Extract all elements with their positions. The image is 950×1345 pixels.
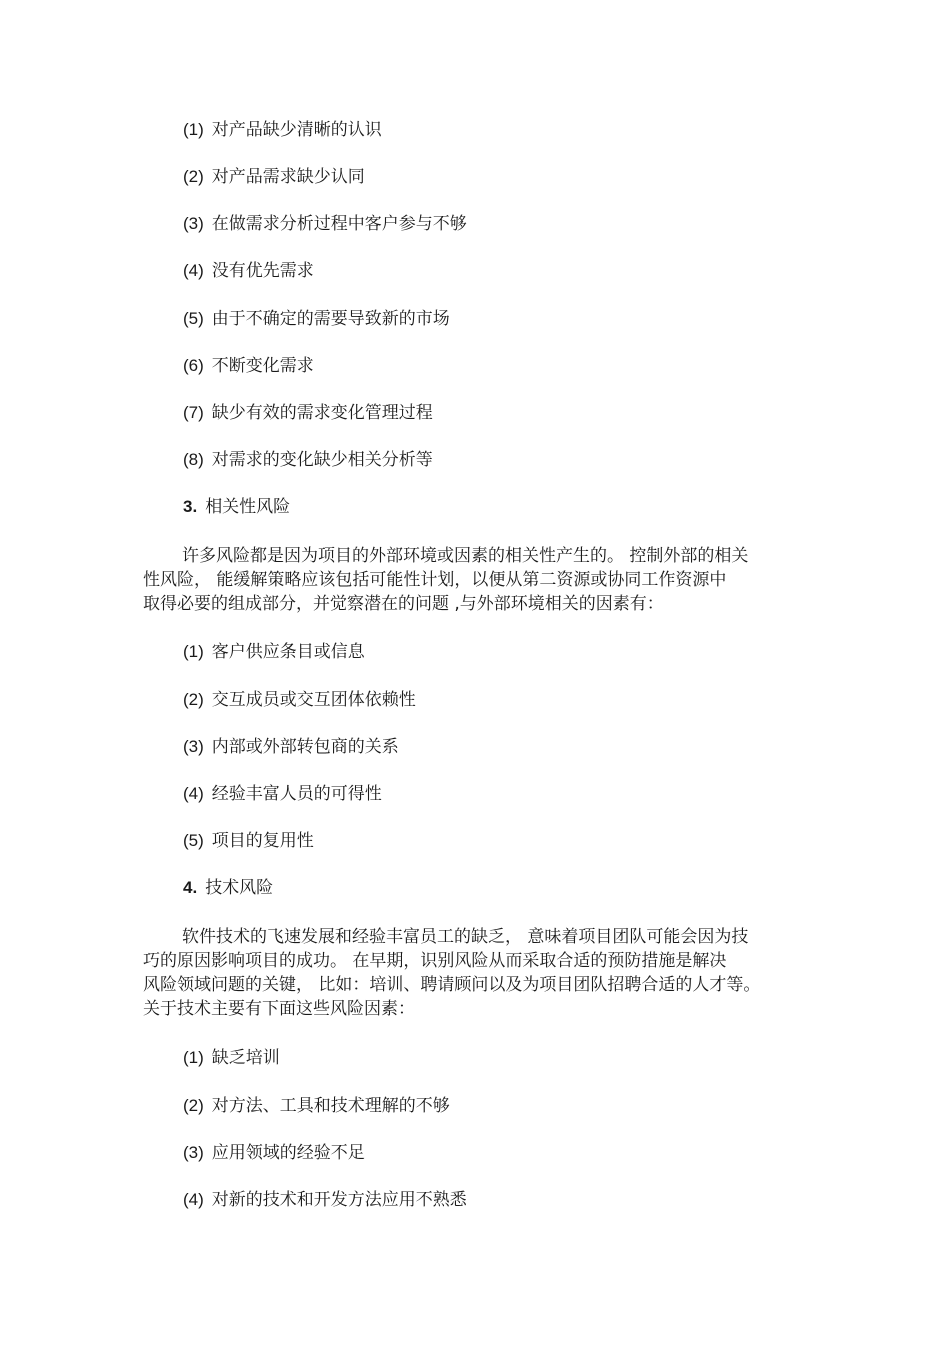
list-item (183, 736, 399, 758)
list-item-text: 不断变化需求 (211, 356, 314, 376)
list-item (183, 213, 467, 235)
list-item-text: 内部或外部转包商的关系 (211, 737, 399, 757)
list-item-text: 缺乏培训 (211, 1048, 280, 1068)
list-item-text: 交互成员或交互团体依赖性 (211, 690, 416, 710)
list-item (183, 449, 433, 471)
section-title: 相关性风险 (205, 497, 291, 517)
list-item-text: 项目的复用性 (211, 831, 314, 851)
paragraph-line: 软件技术的飞速发展和经验丰富员工的缺乏， 意味着项目团队可能会因为技 (182, 927, 749, 947)
list-item-number: (3) (183, 214, 204, 233)
list-item (183, 783, 382, 805)
list-item-text: 经验丰富人员的可得性 (211, 784, 382, 804)
section-title: 技术风险 (205, 878, 274, 898)
list-item (183, 1095, 450, 1117)
list-item-number: (7) (183, 403, 204, 422)
paragraph-line: 关于技术主要有下面这些风险因素： (143, 999, 415, 1019)
paragraph-line: 巧的原因影响项目的成功。 在早期，识别风险从而采取合适的预防措施是解决 (143, 951, 727, 971)
section-paragraph (143, 925, 803, 1021)
list-item-text: 对方法、工具和技术理解的不够 (211, 1096, 450, 1116)
paragraph-line: 许多风险都是因为项目的外部环境或因素的相关性产生的。 控制外部的相关 (182, 546, 749, 566)
list-item-number: (2) (183, 690, 204, 709)
list-item (183, 1142, 365, 1164)
section-heading (183, 877, 273, 899)
list-item-number: (4) (183, 261, 204, 280)
list-item-number: (4) (183, 784, 204, 803)
list-item-number: (6) (183, 356, 204, 375)
list-item-text: 在做需求分析过程中客户参与不够 (211, 214, 467, 234)
list-item (183, 1189, 467, 1211)
list-item (183, 355, 314, 377)
list-item-number: (1) (183, 642, 204, 661)
list-item (183, 641, 365, 663)
list-item-number: (8) (183, 450, 204, 469)
list-item (183, 308, 450, 330)
list-item (183, 166, 365, 188)
list-item-text: 对需求的变化缺少相关分析等 (211, 450, 433, 470)
paragraph-line: 性风险， 能缓解策略应该包括可能性计划，以便从第二资源或协同工作资源中 (143, 570, 727, 590)
section-number: 3. (183, 497, 198, 516)
list-item-text: 由于不确定的需要导致新的市场 (211, 309, 450, 329)
list-item-text: 没有优先需求 (211, 261, 314, 281)
list-item-number: (3) (183, 1143, 204, 1162)
list-item-text: 对产品需求缺少认同 (211, 167, 365, 187)
list-item-number: (1) (183, 1048, 204, 1067)
list-item (183, 260, 314, 282)
paragraph-line: 取得必要的组成部分，并觉察潜在的问题 ,与外部环境相关的因素有： (143, 594, 664, 614)
list-item (183, 830, 314, 852)
list-item-number: (5) (183, 309, 204, 328)
section-paragraph (143, 544, 803, 616)
list-item (183, 402, 433, 424)
list-item (183, 689, 416, 711)
list-item-number: (1) (183, 120, 204, 139)
section-heading (183, 496, 290, 518)
list-item-text: 对产品缺少清晰的认识 (211, 120, 382, 140)
list-item-text: 应用领域的经验不足 (211, 1143, 365, 1163)
list-item (183, 1047, 280, 1069)
section-number: 4. (183, 878, 198, 897)
list-item-number: (5) (183, 831, 204, 850)
list-item-number: (2) (183, 1096, 204, 1115)
list-item-text: 缺少有效的需求变化管理过程 (211, 403, 433, 423)
paragraph-line: 风险领域问题的关键， 比如：培训、聘请顾问以及为项目团队招聘合适的人才等。 (143, 975, 761, 995)
list-item-number: (3) (183, 737, 204, 756)
list-item (183, 119, 382, 141)
list-item-text: 客户供应条目或信息 (211, 642, 365, 662)
list-item-text: 对新的技术和开发方法应用不熟悉 (211, 1190, 467, 1210)
list-item-number: (4) (183, 1190, 204, 1209)
list-item-number: (2) (183, 167, 204, 186)
